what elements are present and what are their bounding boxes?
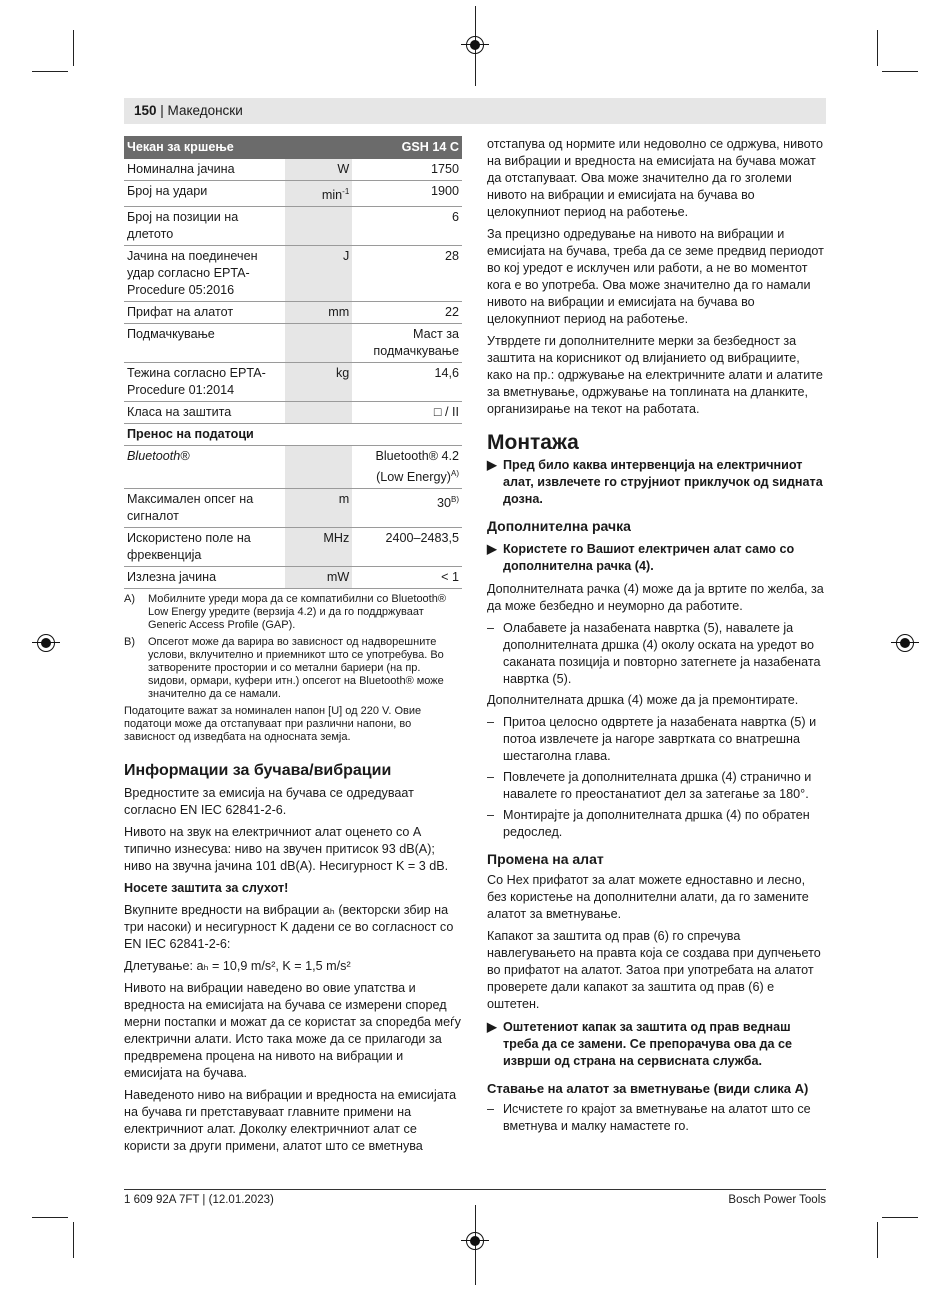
subheading-handle: Дополнителна рачка <box>487 518 631 534</box>
row-value: < 1 <box>352 567 462 589</box>
row-value: 14,6 <box>352 363 462 402</box>
row-value: Bluetooth® 4.2 (Low Energy)$^{A)}$ <box>352 446 462 489</box>
paragraph: Со Hex прифатот за алат можете едноставно и лесно, без користење на дополнителни алати, да го замените алатот за вметнување. <box>487 873 809 921</box>
triangle-bullet-icon: ▶ <box>487 458 497 472</box>
row-unit <box>285 324 352 363</box>
page-footer <box>124 1189 826 1206</box>
paragraph: За прецизно одредување на нивото на вибрации и емисијата на бучава, треба да се земе предвид периодот во кој уредот е исклучен или работи, а не во моментот кога е во употреба. Ова може значително да го намали нивото на вибрации и емисијата на бучава во целокупниот период на работење. <box>487 227 824 326</box>
paragraph: Нивото на вибрации наведено во овие упатства и вредноста на емисијата на бучава се измерени според мерни постапки и можат да се користат за споредба меѓу електрични алати. Исто така може да се прилагоди за предвремена процена на нивото на вибрации и емисијата на бучава. <box>124 981 461 1081</box>
table-row <box>124 489 462 528</box>
section-row <box>124 424 462 446</box>
list-item: – Монтирајте ја дополнителната дршка (4) по обратен редослед. <box>487 808 810 839</box>
row-unit <box>285 446 352 489</box>
row-unit <box>285 207 352 246</box>
crop-mark <box>73 1222 74 1258</box>
crop-mark <box>882 1217 918 1218</box>
crop-mark <box>877 1222 878 1258</box>
crop-mark <box>32 71 68 72</box>
row-label: Прифат на алатот <box>124 302 285 324</box>
subheading-tool-change: Промена на алат <box>487 851 604 867</box>
list-item: – Олабавете ја назабената навртка (5), навалете ја дополнителната дршка (4) околу оската на уредот во саканата позиција и повторно затегнете ја назабената навртка (5). <box>487 621 821 686</box>
registration-mark-icon <box>466 36 484 54</box>
row-value: Маст за подмачкување <box>352 324 462 363</box>
row-label: Bluetooth® <box>124 446 285 489</box>
right-column <box>487 136 827 1139</box>
row-label: Искористено поле на фреквенција <box>124 528 285 567</box>
row-label: Тежина согласно EPTA-Procedure 01:2014 <box>124 363 285 402</box>
table-row <box>124 528 462 567</box>
table-row <box>124 446 462 489</box>
footer-doc-id: 1 609 92A 7FT | (12.01.2023) <box>124 1194 274 1206</box>
left-column <box>124 136 462 1160</box>
paragraph: Дополнителната рачка (4) може да ја вртите по желба, за да може безбедно и неуморно да работите. <box>487 582 824 613</box>
spec-header-row <box>124 136 462 159</box>
row-label: Број на удари <box>124 181 285 207</box>
list-item: – Исчистете го крајот за вметнување на алатот што се вметнува и малку намастете го. <box>487 1102 811 1133</box>
row-value: 1750 <box>352 159 462 181</box>
section-title: Пренос на податоци <box>124 424 462 446</box>
table-row <box>124 246 462 302</box>
crop-mark <box>882 71 918 72</box>
row-value: 1900 <box>352 181 462 207</box>
table-row <box>124 567 462 589</box>
table-row <box>124 159 462 181</box>
paragraph: Капакот за заштита од прав (6) го спречува навлегувањето на правта која се создава при дупчењето во прифатот на алатот. Затоа при употребата на алатот проверете дали капакот за заштита од прав (6) е оштетен. <box>487 929 821 1011</box>
row-label: Број на позиции на длетото <box>124 207 285 246</box>
row-label: Излезна јачина <box>124 567 285 589</box>
row-label: Класа на заштита <box>124 402 285 424</box>
footnote-b: B) Опсегот може да варира во зависност од надворешните услови, вклучително и приемникот што се употребува. Во затворените простории и со метални бариери (на пр. ѕидови, ормари, куфери итн.) опсегот на Bluetooth® може значително да се намали. <box>124 636 444 701</box>
spec-table <box>124 136 462 589</box>
paragraph: Длетување: aₕ = 10,9 m/s², K = 1,5 m/s² <box>124 959 351 974</box>
row-value: 6 <box>352 207 462 246</box>
table-row <box>124 402 462 424</box>
footnote-a: A) Мобилните уреди мора да се компатибилни со Bluetooth® Low Energy уредите (верзија 4.2) и да го поддржуваат Generic Access Profile (GAP). <box>124 593 446 632</box>
row-label: Максимален опсег на сигналот <box>124 489 285 528</box>
row-value: 2400–2483,5 <box>352 528 462 567</box>
table-row <box>124 302 462 324</box>
paragraph: Нивото на звук на електричниот алат оценето со A типично изнесува: ниво на звучен притисок 93 dB(A); ниво на звучна јачина 101 dB(A). Несигурност K = 3 dB. <box>124 825 449 874</box>
spec-model: GSH 14 C <box>352 136 462 159</box>
paragraph-bold: Носете заштита за слухот! <box>124 881 289 896</box>
registration-mark-icon <box>896 634 914 652</box>
triangle-bullet-icon: ▶ <box>487 1020 497 1034</box>
table-row <box>124 207 462 246</box>
table-row <box>124 324 462 363</box>
row-unit: kg <box>285 363 352 402</box>
subheading-insert: Ставање на алатот за вметнување (види слика A) <box>487 1081 809 1096</box>
paragraph: Дополнителната дршка (4) може да ја премонтирате. <box>487 693 799 707</box>
table-row <box>124 181 462 207</box>
registration-mark-icon <box>37 634 55 652</box>
row-value: $30^{B)}$ <box>352 489 462 528</box>
row-unit: W <box>285 159 352 181</box>
paragraph: Утврдете ги дополнителните мерки за безбедност за заштита на корисникот од влијанието од вибрациите, како на пр.: одржување на електричните алати и алатите за вметнување, одржување на топлината на дланките, организирање на текот на работата. <box>487 334 823 416</box>
row-unit: mW <box>285 567 352 589</box>
row-unit: m <box>285 489 352 528</box>
warning-item: ▶ Користете го Вашиот електричен алат само со дополнителна рачка (4). <box>487 542 795 573</box>
section-heading-vibration: Информации за бучава/вибрации <box>124 762 392 780</box>
section-heading-assembly: Монтажа <box>487 431 579 454</box>
warning-item: ▶ Оштетениот капак за заштита од прав веднаш треба да се замени. Се препорачува ова да се изврши од страна на сервисната служба. <box>487 1020 793 1068</box>
row-unit: $\min^{-1}$ <box>285 181 352 207</box>
row-unit: J <box>285 246 352 302</box>
row-unit <box>285 402 352 424</box>
row-label: Јачина на поединечен удар согласно EPTA-Procedure 05:2016 <box>124 246 285 302</box>
page-number-lang: 150 | Македонски <box>134 103 243 118</box>
paragraph: отстапува од нормите или недоволно се одржува, нивото на вибрации и вредноста на емисијата на бучава можат да отстапуваат. Ова може значително да го зголеми нивото на вибрации и емисијата на бучава во целокупниот период на работење. <box>487 137 824 219</box>
paragraph: Вкупните вредности на вибрации aₕ (векторски збир на три насоки) и несигурност K дадени се во согласност со EN IEC 62841-2-6: <box>124 903 454 952</box>
triangle-bullet-icon: ▶ <box>487 542 497 556</box>
row-value: 28 <box>352 246 462 302</box>
list-item: – Притоа целосно одвртете ја назабената навртка (5) и потоа извлечете ја нагоре завртката со внатрешна шестаголна глава. <box>487 715 817 763</box>
paragraph: Наведеното ниво на вибрации и вредноста на емисијата на бучава ги претставуваат главните примени на електричниот алат. Доколку електричниот алат се користи за други примени, алатот што се вметнува <box>124 1088 457 1154</box>
spec-title: Чекан за кршење <box>124 136 352 159</box>
table-row <box>124 363 462 402</box>
row-label: Номинална јачина <box>124 159 285 181</box>
row-unit: mm <box>285 302 352 324</box>
row-label: Подмачкување <box>124 324 285 363</box>
crop-mark <box>73 30 74 66</box>
row-value: 22 <box>352 302 462 324</box>
crop-mark <box>32 1217 68 1218</box>
crop-mark <box>877 30 878 66</box>
list-item: – Повлечете ја дополнителната дршка (4) странично и навалете го преостанатиот дел за затегање за 180°. <box>487 770 812 801</box>
page-header <box>124 98 826 124</box>
footer-brand: Bosch Power Tools <box>728 1194 826 1206</box>
paragraph: Вредностите за емисија на бучава се одредуваат согласно EN IEC 62841-2-6. <box>124 786 414 818</box>
row-unit: MHz <box>285 528 352 567</box>
warning-item: ▶ Пред било каква интервенција на електричниот алат, извлечете го струјниот приклучок од ѕидната дозна. <box>487 458 823 506</box>
registration-mark-icon <box>466 1232 484 1250</box>
voltage-note: Податоците важат за номинален напон [U] од 220 V. Овие податоци може да отстапуваат при различни напони, во зависност од изведбата на односната земја. <box>124 705 422 744</box>
protection-class-value: □ / II <box>352 402 462 424</box>
